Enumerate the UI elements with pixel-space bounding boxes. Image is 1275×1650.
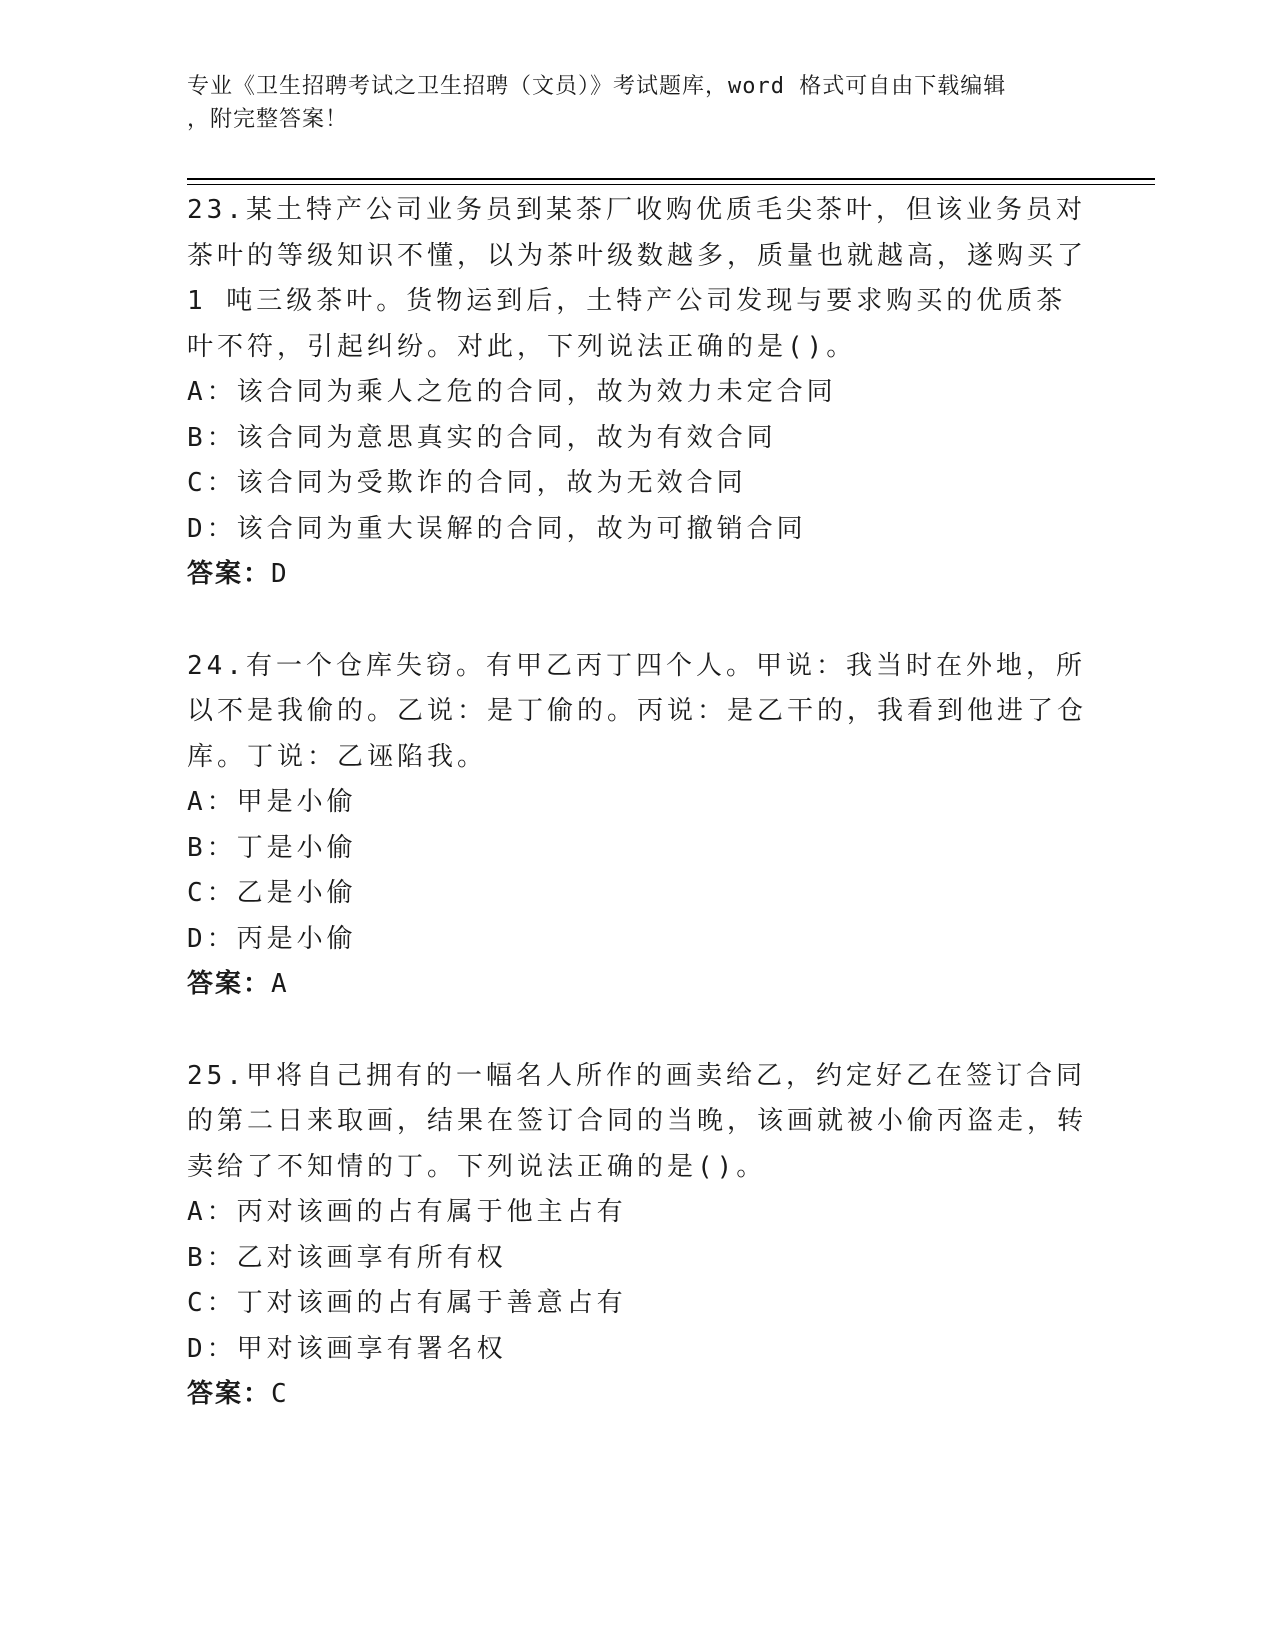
answer-line xyxy=(187,962,1087,1008)
answer-value: A xyxy=(271,969,289,999)
option-a: A：甲是小偷 xyxy=(187,787,357,817)
answer-label: 答案： xyxy=(187,969,272,999)
option-d: D：丙是小偷 xyxy=(187,923,357,954)
option-c: C：丁对该画的占有属于善意占有 xyxy=(187,1288,627,1318)
option-b: B：丁是小偷 xyxy=(187,832,357,863)
option-d: D：甲对该画享有署名权 xyxy=(187,1333,507,1364)
question-24 xyxy=(187,644,1087,1008)
answer-label: 答案： xyxy=(187,1379,272,1409)
question-25 xyxy=(187,1054,1087,1418)
option-a: A：该合同为乘人之危的合同，故为效力未定合同 xyxy=(187,377,837,407)
header-divider-thick xyxy=(187,178,1155,180)
question-stem: 23.某土特产公司业务员到某茶厂收购优质毛尖茶叶，但该业务员对茶叶的等级知识不懂，以为茶叶级数越多，质量也就越高，遂购买了 1 吨三级茶叶。货物运到后，土特产公司发现与要求购买的优质茶叶不符，引起纠纷。对此，下列说法正确的是()。 xyxy=(187,195,1088,362)
option-c: C：该合同为受欺诈的合同，故为无效合同 xyxy=(187,468,747,498)
answer-value: C xyxy=(271,1379,289,1409)
option-d: D：该合同为重大误解的合同，故为可撤销合同 xyxy=(187,513,807,544)
header-line-2: ，附完整答案！ xyxy=(187,107,349,132)
option-a: A：丙对该画的占有属于他主占有 xyxy=(187,1197,627,1227)
option-c: C：乙是小偷 xyxy=(187,878,357,908)
header-line-1: 专业《卫生招聘考试之卫生招聘（文员）》考试题库，word 格式可自由下载编辑 xyxy=(187,74,1007,99)
question-stem: 24.有一个仓库失窃。有甲乙丙丁四个人。甲说：我当时在外地，所以不是我偷的。乙说：是丁偷的。丙说：是乙干的，我看到他进了仓库。丁说：乙诬陷我。 xyxy=(187,650,1088,772)
option-b: B：乙对该画享有所有权 xyxy=(187,1242,507,1273)
document-header xyxy=(187,70,1067,136)
answer-label: 答案： xyxy=(187,559,272,589)
header-divider-thin xyxy=(187,184,1155,185)
question-list xyxy=(187,188,1087,1464)
question-stem: 25.甲将自己拥有的一幅名人所作的画卖给乙，约定好乙在签订合同的第二日来取画，结果在签订合同的当晚，该画就被小偷丙盗走，转卖给了不知情的丁。下列说法正确的是()。 xyxy=(187,1060,1088,1182)
question-23 xyxy=(187,188,1087,598)
answer-value: D xyxy=(271,559,289,589)
option-b: B：该合同为意思真实的合同，故为有效合同 xyxy=(187,422,777,453)
answer-line xyxy=(187,552,1087,598)
answer-line xyxy=(187,1372,1087,1418)
